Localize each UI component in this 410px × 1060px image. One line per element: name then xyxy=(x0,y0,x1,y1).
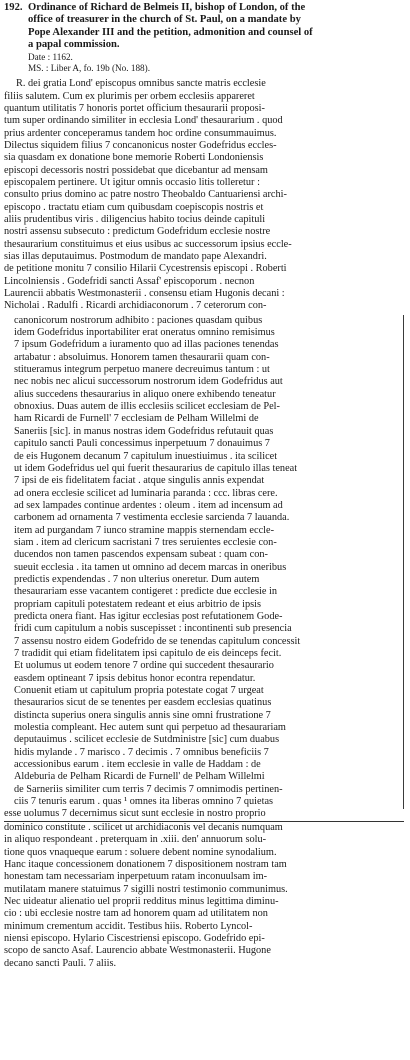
text-line: Lincolniensis . Godefridi sancti Assaf' episcoporum . necnon xyxy=(4,275,255,287)
text-line: tum super ordinando similiter in ecclesia Lond' thesaurarium . quod xyxy=(4,115,283,127)
text-line: nostri assensu subsecuto : predictum Godefridum ecclesie nostre xyxy=(4,226,271,238)
text-line: filiis salutem. Cum ex plurimis per orbem ecclesiis appareret xyxy=(4,90,255,102)
text-line: prius ardenter conceperamus tandem hoc ordine consummauimus. xyxy=(4,127,277,139)
title-line: office of treasurer in the church of St. Paul, on a mandate by xyxy=(28,14,301,26)
text-line: predicta onera fiant. Has igitur ecclesias post refutationem Gode- xyxy=(14,610,283,622)
text-line: carbonem ad ornamenta 7 vestimenta ecclesie sarcienda 7 lauanda. xyxy=(14,512,290,524)
text-line: scopo de sancto Asaf. Laurencio abbate Westmonasterii. Hugone xyxy=(4,945,271,957)
text-line: ut idem Godefridus uel qui fuerit thesaurarius de capitulo illas teneat xyxy=(14,462,298,474)
text-line: ad onera ecclesie scilicet ad luminaria paranda : ccc. libras cere. xyxy=(14,487,278,499)
text-line: Laurencii abbatis Westmonasterii . consensu etiam Hugonis decani : xyxy=(4,288,285,300)
text-line: dominico constitute . scilicet ut archidiaconis vel decanis numquam xyxy=(4,821,283,833)
text-line: sueuit ecclesia . ita tamen ut omnino ad decem marcas in oneribus xyxy=(14,561,287,573)
margin-rule xyxy=(403,315,404,809)
text-line: R. dei gratia Lond' episcopus omnibus sancte matris ecclesie xyxy=(16,78,266,90)
text-line: fridi cum capitulum a nobis suscepisset : incontinenti sub presencia xyxy=(14,623,292,635)
text-line: 7 assensu nostro eidem Godefrido de se tenendas capitulum concessit xyxy=(14,635,301,647)
text-line: ad sex lampades continue ardentes : oleum . item ad incensum ad xyxy=(14,499,283,511)
charter-number: 192. xyxy=(4,2,23,13)
text-line: Nec uideatur alienatio uel proprii redditus minus legittima diminu- xyxy=(4,895,279,907)
document-page xyxy=(4,2,404,970)
text-line: cio : ubi ecclesie nostre tam ad honorem quam ad utilitatem non xyxy=(4,908,268,920)
text-line: episcopalem pertinere. Ut igitur omnis occasio litis tolleretur : xyxy=(4,176,260,188)
text-line: siam . item ad clericum sacristani 7 tres seruientes ecclesie con- xyxy=(14,536,277,548)
text-line: mutilatam manere statuimus 7 sigilli nostri testimonio communimus. xyxy=(4,883,288,895)
text-line: Dilectus siquidem filius 7 concanonicus noster Godefridus eccles- xyxy=(4,139,277,151)
text-line: de eis Hugonem decanum 7 capitulum inuestiuimus . ita scilicet xyxy=(14,450,278,462)
charter-metadata xyxy=(28,52,404,74)
text-line: Hanc itaque concessionem donationem 7 dispositionem nostram tam xyxy=(4,858,287,870)
text-line: Saneriis [sic]. in manus nostras idem Godefridus refutauit quas xyxy=(14,425,274,437)
text-line: item ad purgandam 7 iunco stramine mappis sternendam eccle- xyxy=(14,524,275,536)
text-line: minimum crementum accidit. Testibus hiis. Roberto Lyncol- xyxy=(4,920,253,932)
text-line: de petitione monitu 7 consilio Hilarii Cycestrensis episcopi . Roberti xyxy=(4,263,287,275)
title-line: Pope Alexander III and the petition, admonition and counsel of xyxy=(28,26,313,38)
text-line: molestia compleant. Hec autem sunt qui perpetuo ad thesaurariam xyxy=(14,722,286,734)
text-line: decano sancti Pauli. 7 aliis. xyxy=(4,957,117,969)
text-line: thesaurarium constituimus et eius usibus ac successorum ipsius eccle- xyxy=(4,238,292,250)
text-line: artabatur : absoluimus. Honorem tamen thesaurarii quam con- xyxy=(14,351,270,363)
manuscript-row xyxy=(28,63,404,74)
text-line: Aldeburia de Pelham Ricardi de Furnell' de Pelham Willelmi xyxy=(14,771,265,783)
text-line: honestam tam necessariam inperpetuum ratam inconuulsam im- xyxy=(4,871,268,883)
text-line: thesaurarios sicut de se tenentes per easdem ecclesias quatinus xyxy=(14,697,272,709)
charter-text-bottom xyxy=(4,808,404,969)
text-line: propriam capituli potestatem redeant et eius arbitrio de ipsis xyxy=(14,598,262,610)
date-label: Date : xyxy=(28,52,51,63)
text-line: deputauimus . scilicet ecclesie de Sutdministre [sic] cum duabus xyxy=(14,734,280,746)
charter-title xyxy=(28,2,313,51)
text-line: 7 ipsum Godefridum a iuramento quo ad illas paciones tenendas xyxy=(14,339,279,351)
text-line: esse uolumus 7 decernimus sicut sunt ecclesie in nostro proprio xyxy=(4,808,404,821)
text-line: Conuenit etiam ut capitulum propria potestate cogat 7 urgeat xyxy=(14,685,264,697)
text-line: episcopo . tractatu etiam cum quibusdam coepiscopis nostris et xyxy=(4,201,264,213)
ms-label: MS. : xyxy=(28,63,49,74)
text-line: in aliquo respondeant . preterquam in .xiii. den' annuorum solu- xyxy=(4,834,267,846)
text-line: canonicorum nostrorum adhibito : paciones quasdam quibus xyxy=(14,314,263,326)
text-line: predictis expendendas . 7 non ulterius oneretur. Dum autem xyxy=(14,573,260,585)
text-line: idem Godefridus inportabiliter erat oneratus omnino remisimus xyxy=(14,327,275,339)
text-line: obnoxius. Duas autem de illis ecclesiis scilicet ecclesiam de Pel- xyxy=(14,401,280,413)
date-value: 1162. xyxy=(52,52,73,63)
text-line: quantum utilitatis 7 honoris portet officium thesaurarii proposi- xyxy=(4,102,265,114)
ms-value: Liber A, fo. 19b (No. 188). xyxy=(50,63,150,74)
charter-text-middle xyxy=(4,315,404,809)
text-line: de Sarneriis similiter cum terris 7 decimis 7 omnimodis pertinen- xyxy=(14,783,283,795)
text-line: distincta superius onera singulis annis sine omni frustratione 7 xyxy=(14,709,271,721)
text-line: alius succedens thesaurarius in aliquo onere exhibendo teneatur xyxy=(14,388,276,400)
text-line: aliis prudentibus viris . diligencius habito tocius deinde capituli xyxy=(4,213,266,225)
title-line: Ordinance of Richard de Belmeis II, bishop of London, of the xyxy=(28,2,306,13)
text-line: 7 ipsi de eis fidelitatem faciat . atque singulis annis expendat xyxy=(14,475,265,487)
text-line: niensi episcopo. Hylario Ciscestriensi episcopo. Godefrido epi- xyxy=(4,932,265,944)
date-row xyxy=(28,52,404,63)
text-line: ham Ricardi de Furnell' 7 ecclesiam de Pelham Willelmi de xyxy=(14,413,259,425)
text-line: 7 tradidit qui etiam fidelitatem ipsi capitulo de eis deinceps fecit. xyxy=(14,648,282,659)
text-line: nec nobis nec alicui successorum nostrorum idem Godefridus aut xyxy=(14,376,283,388)
text-line: Nicholai . Radulfi . Ricardi archidiaconorum . 7 ceterorum con- xyxy=(4,300,267,312)
charter-text-top xyxy=(4,78,404,313)
text-line: hidis mylande . 7 marisco . 7 decimis . 7 omnibus beneficiis 7 xyxy=(14,746,269,758)
text-line: stitueramus integrum perpetuo manere decreuimus tantum : ut xyxy=(14,364,270,376)
text-line: sias illas deputauimus. Postmodum de mandato pape Alexandri. xyxy=(4,251,267,262)
text-line: episcopi decessoris nostri possidebat que dicebantur ad mensam xyxy=(4,164,268,176)
text-line: consulto prius domino ac patre nostro Theobaldo Cantuariensi archi- xyxy=(4,189,287,201)
text-line: tione quos vnaqueque earum : soluere debent nomine synodalium. xyxy=(4,846,277,858)
text-line: capitulo sancti Pauli concessimus inperpetuum 7 donauimus 7 xyxy=(14,438,270,450)
text-line: Et uolumus ut eodem tenore 7 ordine qui succedent thesaurario xyxy=(14,660,274,672)
title-line: a papal commission. xyxy=(28,38,120,50)
text-line: easdem optineant 7 ipsis debitus honor econtra rependatur. xyxy=(14,672,256,684)
charter-heading xyxy=(4,2,404,51)
text-line: thesaurariam esse vacantem contigeret : predicte due ecclesie in xyxy=(14,586,278,598)
text-line: sia quasdam ex donatione bone memorie Roberti Londoniensis xyxy=(4,152,264,164)
text-line: ducendos non tamen pascendos expensam subeat : quam con- xyxy=(14,549,268,561)
text-line: ciis 7 tenuris earum . quas ¹ omnes ita liberas omnino 7 quietas xyxy=(14,796,274,808)
text-line: accessionibus earum . item ecclesie in valle de Haddam : de xyxy=(14,759,261,771)
